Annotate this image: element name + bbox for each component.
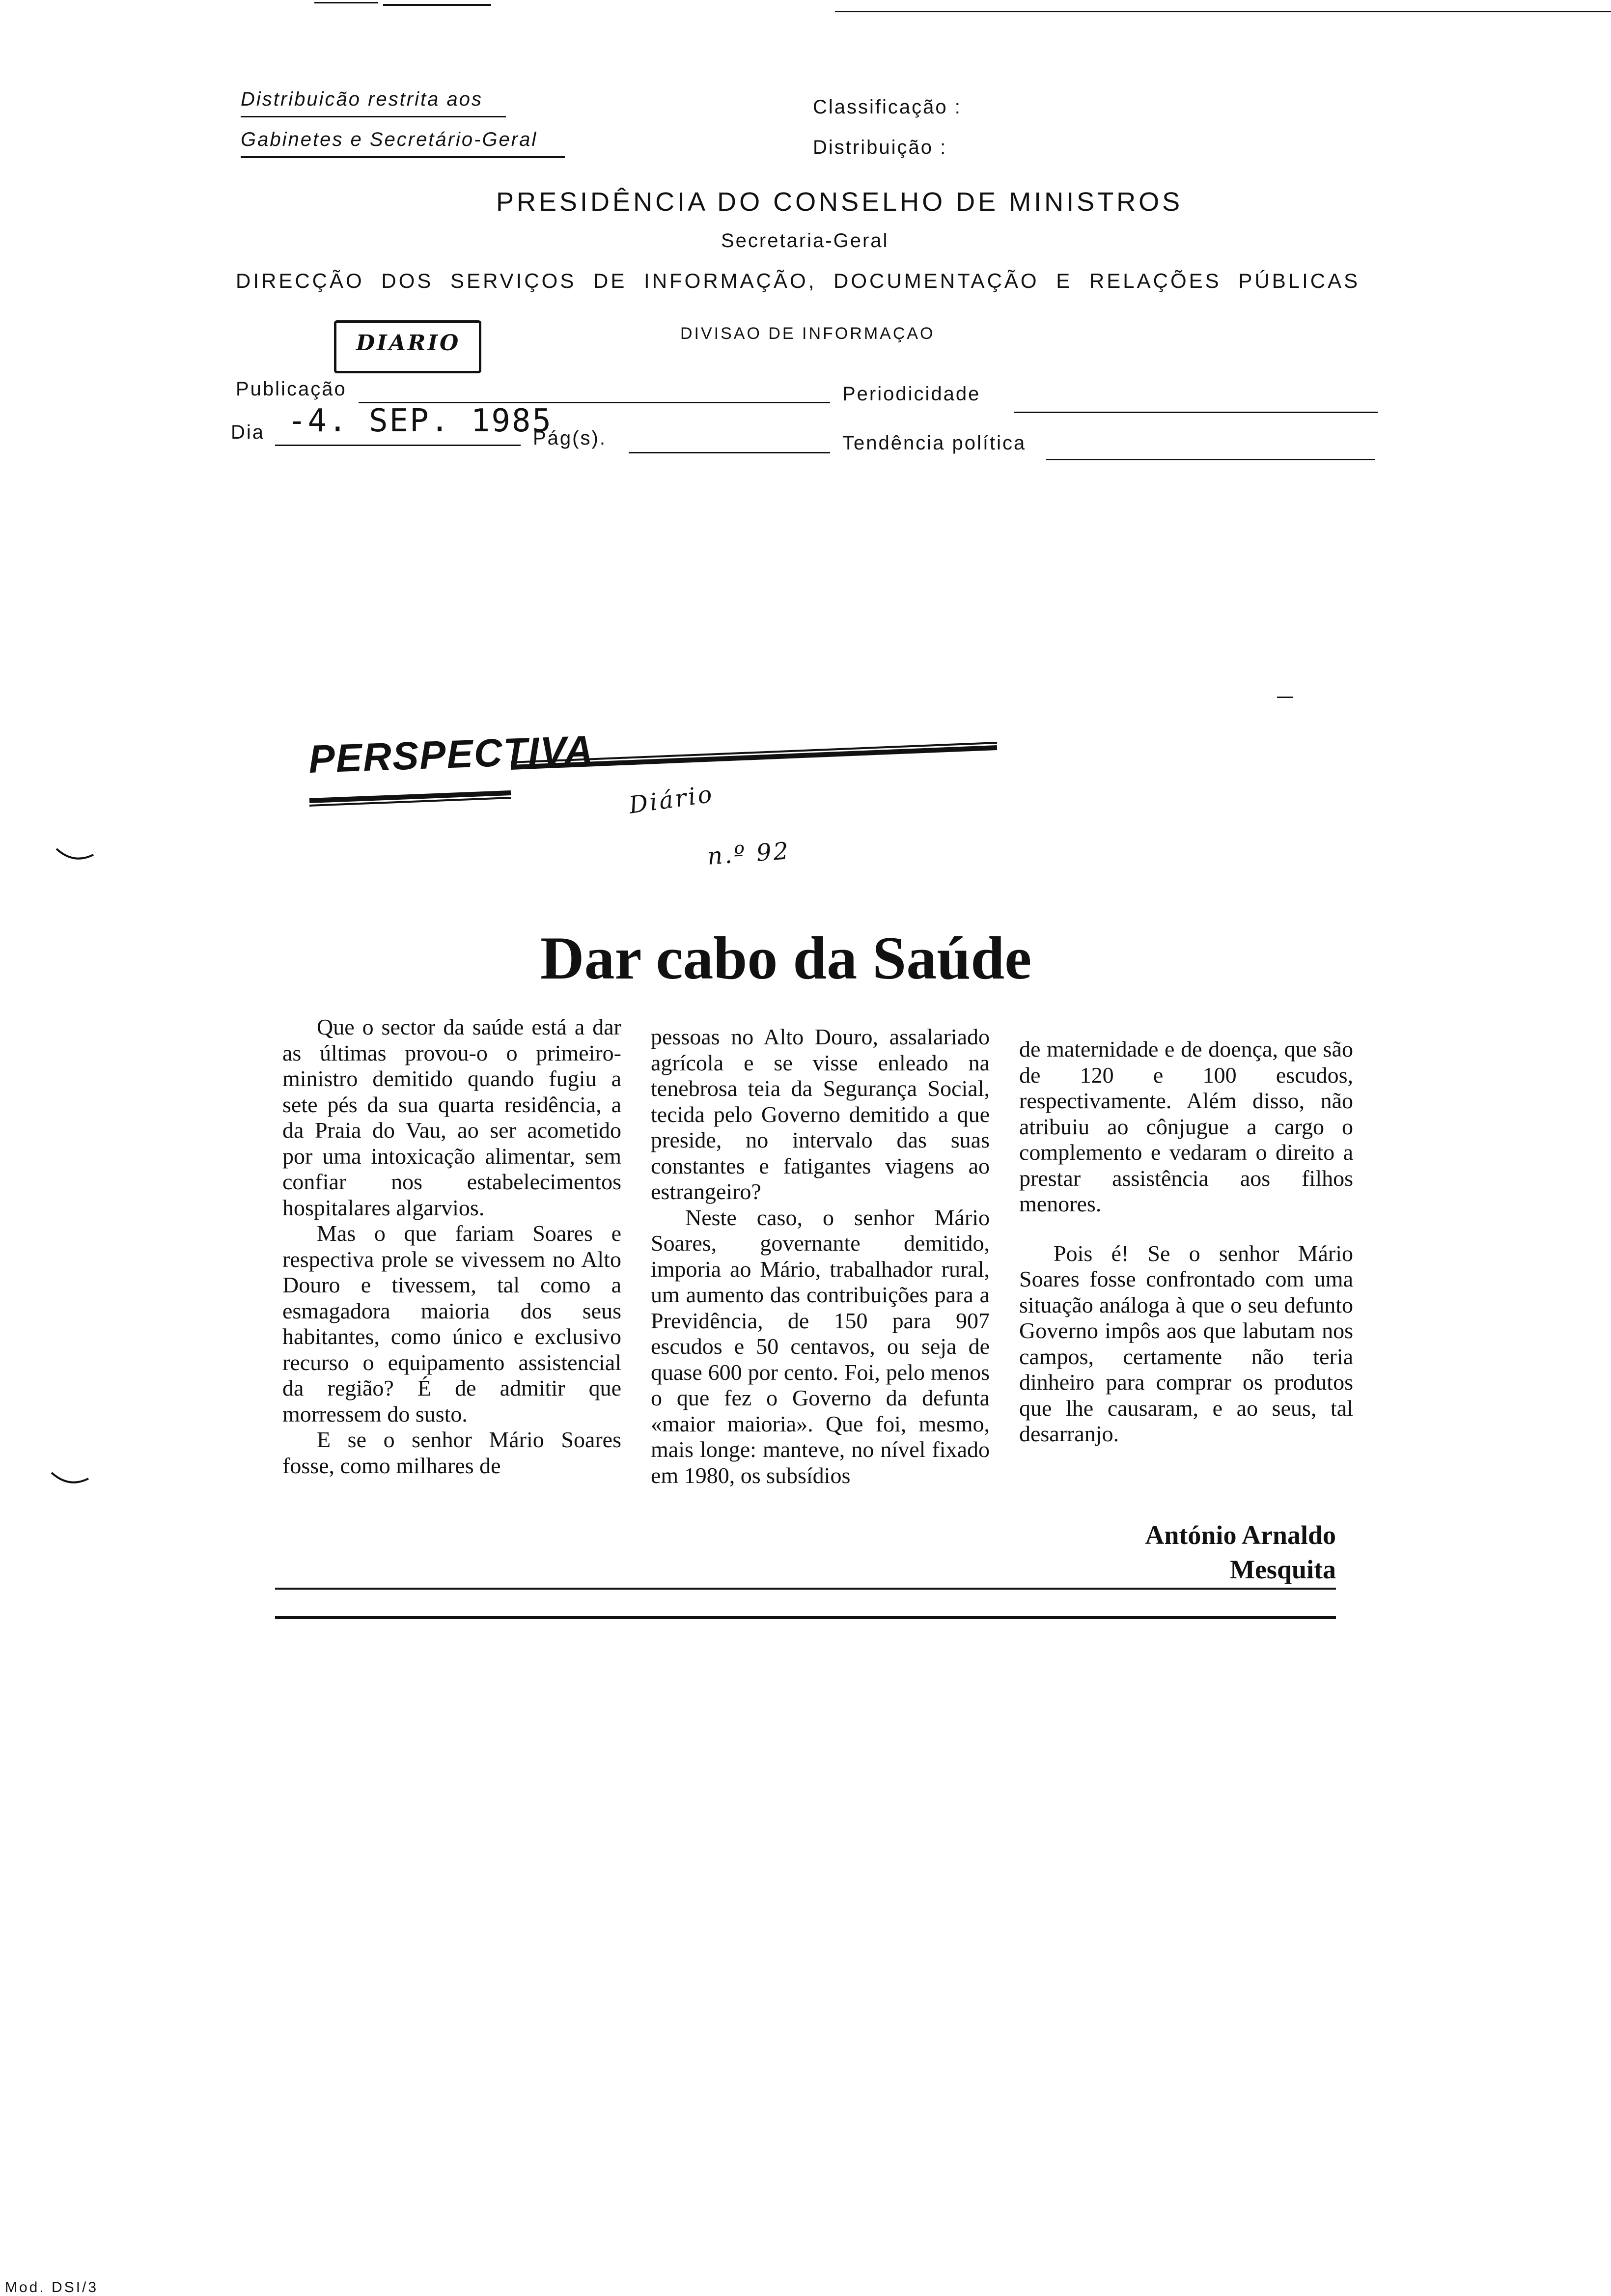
- article-headline: Dar cabo da Saúde: [540, 924, 1032, 992]
- col3-paragraph-2: Pois é! Se o senhor Mário Soares fosse confrontado com uma situação análoga à que o seu defunto Governo impôs aos que labutam nos campos, certamente não teria dinheiro para comprar os produtos que lhe causaram, e ao seus, tal desarranjo.: [1019, 1240, 1353, 1446]
- tendencia-label: Tendência política: [842, 432, 1027, 454]
- author-first-name: António Arnaldo: [1145, 1520, 1336, 1550]
- article-author: [1022, 1518, 1336, 1587]
- pags-label: Pág(s).: [533, 427, 607, 449]
- stamp-text: DIARIO: [356, 331, 461, 356]
- form-code: Mod. DSI/3: [5, 2279, 99, 2296]
- top-scan-line-right: [835, 11, 1611, 12]
- col2-paragraph-1: pessoas no Alto Douro, assalariado agrícola e se visse enleado na tenebrosa teia da Segurança Social, tecida pelo Governo demitido a que preside, no intervalo das suas constantes e fatigantes viagens ao estrangeiro?: [651, 1024, 990, 1204]
- publicacao-label: Publicação: [236, 378, 347, 400]
- tendencia-field-line: [1046, 459, 1375, 460]
- pags-field-line: [629, 452, 830, 453]
- article-column-2: [651, 1024, 990, 1488]
- col2-paragraph-2: Neste caso, o senhor Mário Soares, governante demitido, imporia ao Mário, trabalhador rural, um aumento das contribuições para a Previdência, de 150 para 907 escudos e 50 centavos, ou seja de quase 600 por cento. Foi, pelo menos o que fez o Governo da defunta «maior maioria». Que foi, mesmo, mais longe: manteve, no nível fixado em 1980, os subsídios: [651, 1204, 990, 1488]
- handwritten-publication: Diário: [627, 780, 716, 819]
- dia-field-line: [275, 445, 521, 446]
- col1-paragraph-2: Mas o que fariam Soares e respectiva prole se vivessem no Alto Douro e tivessem, tal como a esmagadora maioria dos seus habitantes, como único e exclusivo recurso o equipamento assistencial da região? É de admitir que morressem do susto.: [282, 1221, 621, 1427]
- handwritten-issue-number: n.º 92: [706, 837, 791, 870]
- top-scan-line-mid: [383, 4, 491, 6]
- col1-paragraph-3: E se o senhor Mário Soares fosse, como milhares de: [282, 1427, 621, 1478]
- distribution-note-underline2: [241, 156, 565, 158]
- dia-label: Dia: [231, 421, 265, 443]
- distribution-note-line1: Distribuicão restrita aos: [241, 88, 483, 110]
- dia-value: -4. SEP. 1985: [287, 403, 553, 439]
- article-column-3: [1019, 1036, 1353, 1447]
- presidencia-title: PRESIDÊNCIA DO CONSELHO DE MINISTROS: [496, 187, 1183, 217]
- margin-mark-lower: [49, 1469, 93, 1488]
- publication-stamp: [334, 320, 481, 373]
- col1-paragraph-1: Que o sector da saúde está a dar as últimas provou-o o primeiro-ministro demitido quando fugiu a sete pés da sua quarta residência, a da Praia do Vau, ao ser acometido por uma intoxicação alimentar, sem confiar nos estabelecimentos hospitalares algarvios.: [282, 1014, 621, 1220]
- secretaria-geral: Secretaria-Geral: [721, 230, 889, 252]
- kicker-perspectiva: PERSPECTIVA: [307, 727, 595, 782]
- margin-mark-upper: [54, 845, 98, 865]
- direccao-line: DIRECÇÃO DOS SERVIÇOS DE INFORMAÇÃO, DOCUMENTAÇÃO E RELAÇÕES PÚBLICAS: [236, 269, 1361, 292]
- divisao-line: DIVISAO DE INFORMAÇAO: [680, 324, 935, 343]
- article-column-1: [282, 1014, 621, 1479]
- article-bottom-rule-thick: [275, 1616, 1336, 1619]
- periodicidade-label: Periodicidade: [842, 383, 981, 405]
- distribution-note-underline1: [241, 116, 506, 117]
- distribution-note-line2: Gabinetes e Secretário-Geral: [241, 129, 538, 150]
- col3-paragraph-1: de maternidade e de doença, que são de 120 e 100 escudos, respectivamente. Além disso, não atribuiu ao cônjugue a cargo o complemento e vedaram o direito a prestar assistência aos filhos menores.: [1019, 1036, 1353, 1216]
- classificacao-label: Classificação :: [813, 96, 962, 118]
- author-last-name: Mesquita: [1230, 1555, 1336, 1584]
- article-bottom-rule-thin: [275, 1588, 1336, 1590]
- distribuicao-label: Distribuição :: [813, 137, 947, 158]
- stray-mark: [1277, 697, 1293, 698]
- periodicidade-field-line: [1014, 412, 1378, 413]
- top-scan-line-left: [314, 2, 378, 3]
